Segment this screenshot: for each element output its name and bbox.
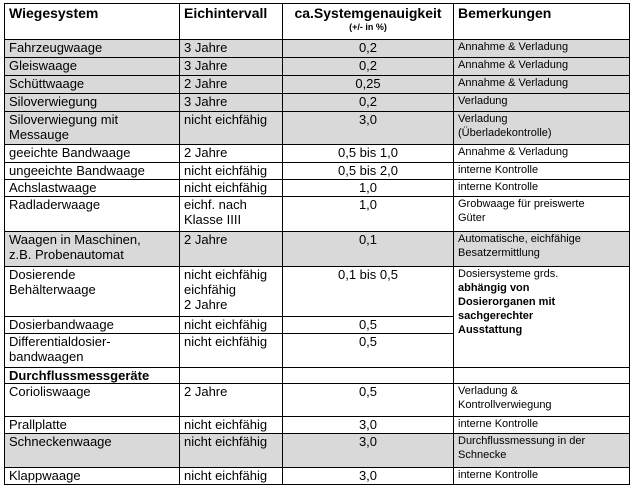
- system-accuracy: 0,5 bis 1,0: [283, 145, 454, 163]
- remark: interne Kontrolle: [454, 468, 630, 485]
- remark-line: Durchflussmessung in der: [458, 435, 586, 447]
- system-accuracy: 0,5: [283, 334, 454, 368]
- remark: Verladung: [454, 94, 630, 112]
- calibration-interval: 2 Jahre: [180, 232, 283, 267]
- system-accuracy: 0,5: [283, 384, 454, 417]
- remark-line: Automatische, eichfähige: [458, 233, 581, 245]
- calibration-interval: nicht eichfähig: [180, 334, 283, 368]
- system-name: [5, 112, 180, 145]
- system-accuracy: 0,5: [283, 317, 454, 334]
- remark-line: abhängig von: [458, 282, 530, 294]
- calibration-interval: 2 Jahre: [180, 76, 283, 94]
- system-accuracy: 1,0: [283, 180, 454, 197]
- header-accuracy-label: ca.Systemgenauigkeit: [294, 5, 442, 21]
- system-accuracy: 1,0: [283, 197, 454, 232]
- table-row: [5, 180, 630, 197]
- remark: Annahme & Verladung: [454, 145, 630, 163]
- remark-line: Verladung: [458, 113, 508, 125]
- remark-line: Ausstattung: [458, 324, 523, 336]
- calibration-interval: nicht eichfähig: [180, 468, 283, 485]
- section-title: Durchflussmessgeräte: [5, 368, 180, 384]
- table-row: [5, 468, 630, 485]
- dosier-remark: [454, 267, 630, 368]
- calibration-interval: nicht eichfähig: [180, 163, 283, 180]
- table-row: [5, 40, 630, 58]
- system-name-line: Waagen in Maschinen,: [9, 232, 141, 247]
- system-name: [5, 334, 180, 368]
- system-name: Prallplatte: [5, 417, 180, 434]
- interval-line: eichf. nach: [184, 197, 247, 212]
- remark: interne Kontrolle: [454, 163, 630, 180]
- calibration-interval: nicht eichfähig: [180, 317, 283, 334]
- calibration-interval: 3 Jahre: [180, 58, 283, 76]
- calibration-interval: nicht eichfähig: [180, 180, 283, 197]
- remark-line: Güter: [458, 212, 486, 224]
- system-accuracy: 0,1: [283, 232, 454, 267]
- system-accuracy: 3,0: [283, 434, 454, 468]
- remark-line: Grobwaage für preiswerte: [458, 198, 585, 210]
- system-accuracy: 0,5 bis 2,0: [283, 163, 454, 180]
- system-name: Corioliswaage: [5, 384, 180, 417]
- remark-line: sachgerechter: [458, 310, 534, 322]
- system-name-line: Siloverwiegung mit: [9, 112, 119, 127]
- calibration-interval: nicht eichfähig: [180, 434, 283, 468]
- system-name-line: Dosierende: [9, 267, 76, 282]
- system-name: Radladerwaage: [5, 197, 180, 232]
- remark: Annahme & Verladung: [454, 76, 630, 94]
- calibration-interval: 3 Jahre: [180, 40, 283, 58]
- table-row: [5, 145, 630, 163]
- table-row: [5, 197, 630, 232]
- calibration-interval: [180, 267, 283, 317]
- system-name-line: z.B. Probenautomat: [9, 247, 124, 262]
- table-row: [5, 58, 630, 76]
- system-name: Fahrzeugwaage: [5, 40, 180, 58]
- remark: Annahme & Verladung: [454, 40, 630, 58]
- system-name: Klappwaage: [5, 468, 180, 485]
- system-name: Siloverwiegung: [5, 94, 180, 112]
- weighing-systems-table: [4, 3, 630, 485]
- system-accuracy: 3,0: [283, 468, 454, 485]
- header-remarks: Bemerkungen: [454, 4, 630, 40]
- calibration-interval: nicht eichfähig: [180, 112, 283, 145]
- system-name: [5, 232, 180, 267]
- header-accuracy: [283, 4, 454, 40]
- calibration-interval: 2 Jahre: [180, 145, 283, 163]
- interval-line: eichfähig: [184, 282, 237, 297]
- table-row: [5, 267, 630, 317]
- header-system: Wiegesystem: [5, 4, 180, 40]
- empty-cell: [454, 368, 630, 384]
- table-row: [5, 94, 630, 112]
- system-accuracy: 0,2: [283, 40, 454, 58]
- table-row: [5, 417, 630, 434]
- system-name: Dosierbandwaage: [5, 317, 180, 334]
- table-row: [5, 163, 630, 180]
- system-accuracy: 0,1 bis 0,5: [283, 267, 454, 317]
- remark: interne Kontrolle: [454, 180, 630, 197]
- interval-line: Klasse IIII: [184, 212, 242, 227]
- table-row: [5, 76, 630, 94]
- header-interval: Eichintervall: [180, 4, 283, 40]
- system-name: Gleiswaage: [5, 58, 180, 76]
- system-name: Achslastwaage: [5, 180, 180, 197]
- remark: Annahme & Verladung: [454, 58, 630, 76]
- remark-line: (Überladekontrolle): [458, 127, 552, 139]
- system-accuracy: 0,2: [283, 58, 454, 76]
- table-row: [5, 384, 630, 417]
- table-row: [5, 434, 630, 468]
- remark: [454, 384, 630, 417]
- remark-line: Dosierorganen mit: [458, 296, 556, 308]
- system-name: Schüttwaage: [5, 76, 180, 94]
- remark: [454, 232, 630, 267]
- system-name-line: bandwaagen: [9, 349, 84, 364]
- remark: [454, 112, 630, 145]
- system-name-line: Messauge: [9, 127, 69, 142]
- remark-line: Schnecke: [458, 449, 507, 461]
- calibration-interval: nicht eichfähig: [180, 417, 283, 434]
- calibration-interval: [180, 197, 283, 232]
- header-accuracy-unit: (+/- in %): [349, 22, 387, 32]
- system-name-line: Differentialdosier-: [9, 334, 111, 349]
- remark-line: Kontrollverwiegung: [458, 399, 552, 411]
- system-name: ungeeichte Bandwaage: [5, 163, 180, 180]
- remark: [454, 434, 630, 468]
- remark-line: Verladung &: [458, 385, 518, 397]
- remark: [454, 197, 630, 232]
- system-accuracy: 0,25: [283, 76, 454, 94]
- remark-line: Besatzermittlung: [458, 247, 540, 259]
- interval-line: nicht eichfähig: [184, 267, 268, 282]
- system-name: [5, 267, 180, 317]
- table-row: [5, 112, 630, 145]
- calibration-interval: 2 Jahre: [180, 384, 283, 417]
- empty-cell: [180, 368, 283, 384]
- empty-cell: [283, 368, 454, 384]
- system-name: geeichte Bandwaage: [5, 145, 180, 163]
- remark: interne Kontrolle: [454, 417, 630, 434]
- header-row: [5, 4, 630, 40]
- system-name: Schneckenwaage: [5, 434, 180, 468]
- section-row: [5, 368, 630, 384]
- system-accuracy: 3,0: [283, 112, 454, 145]
- system-name-line: Behälterwaage: [9, 282, 96, 297]
- interval-line: 2 Jahre: [184, 297, 228, 312]
- table-row: [5, 232, 630, 267]
- system-accuracy: 0,2: [283, 94, 454, 112]
- calibration-interval: 3 Jahre: [180, 94, 283, 112]
- system-accuracy: 3,0: [283, 417, 454, 434]
- remark-line: Dosiersysteme grds.: [458, 268, 559, 280]
